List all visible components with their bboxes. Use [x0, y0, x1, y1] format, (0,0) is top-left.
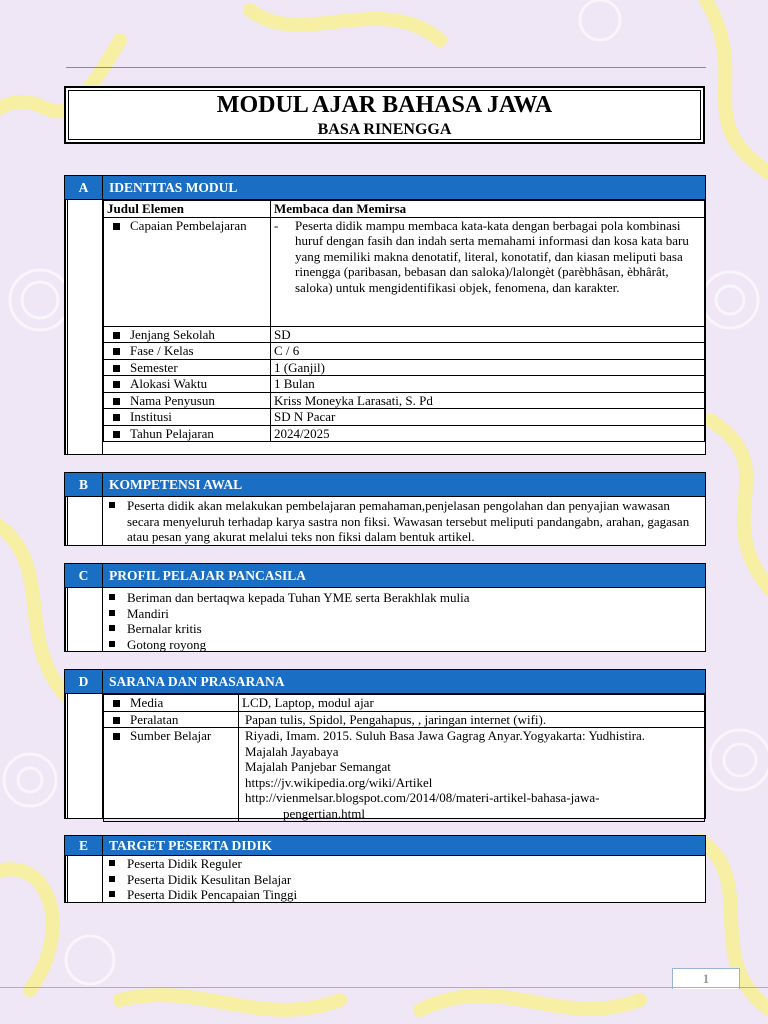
section-gutter: [65, 694, 103, 818]
section-title: TARGET PESERTA DIDIK: [109, 837, 273, 853]
section-header: [65, 564, 705, 588]
section-gutter: [65, 497, 103, 545]
capaian-text-cell: [271, 217, 705, 326]
list-item: Mandiri: [103, 606, 705, 622]
bullet-icon: [113, 733, 120, 740]
footer-rule: [0, 987, 768, 988]
table-row-value: SD N Pacar: [271, 409, 705, 426]
table-row-value: LCD, Laptop, modul ajar: [239, 695, 705, 712]
element-header-value: Membaca dan Memirsa: [271, 201, 705, 218]
table-row-label: Alokasi Waktu: [104, 376, 271, 393]
table-row-label: Nama Penyusun: [104, 392, 271, 409]
sarana-table: [103, 694, 705, 822]
identity-table: [103, 200, 705, 442]
reference-link[interactable]: http://vienmelsar.blogspot.com/2014/08/materi-artikel-bahasa-jawa-: [245, 790, 600, 805]
capaian-text: Peserta didik mampu membaca kata-kata dengan berbagai pola kombinasi huruf dengan fasih dan indah serta memahami informasi dan kosa kata baru yang memiliki makna denotatif, literal, konotatif, dan kiasan meliputi basa rinengga (paribasan, bebasan dan saloka)/lalongèt (parèbhâsan, èbhârât, saloka) untuk mengidentifikasi objek, fenomena, dan karakter.: [295, 217, 689, 295]
table-row-value: 2024/2025: [271, 425, 705, 442]
table-row-label: Media: [104, 695, 239, 712]
list-item: Bernalar kritis: [103, 621, 705, 637]
table-row-label: Institusi: [104, 409, 271, 426]
table-row-label: Jenjang Sekolah: [104, 326, 271, 343]
section-letter: C: [65, 564, 103, 587]
reference-line: Majalah Jayabaya: [245, 743, 339, 759]
dash-marker: -: [274, 217, 279, 233]
section-gutter: [65, 856, 103, 902]
bullet-icon: [113, 381, 120, 388]
table-row-label: Sumber Belajar: [104, 728, 239, 822]
table-row-label: Peralatan: [104, 711, 239, 728]
table-row-value: C / 6: [271, 343, 705, 360]
document-title: MODUL AJAR BAHASA JAWA: [216, 92, 553, 118]
table-row-label: Semester: [104, 359, 271, 376]
table-row-value: 1 (Ganjil): [271, 359, 705, 376]
list-item: Gotong royong: [103, 637, 705, 653]
list-item: Peserta Didik Reguler: [103, 856, 705, 872]
section-header: [65, 176, 705, 200]
table-row-value: SD: [271, 326, 705, 343]
section-letter: A: [65, 176, 103, 199]
section-title: IDENTITAS MODUL: [109, 179, 238, 195]
section-header: [65, 473, 705, 497]
bullet-icon: [113, 365, 120, 372]
title-box: [64, 86, 705, 144]
bullet-icon: [113, 431, 120, 438]
section-kompetensi-awal: [64, 472, 706, 546]
table-row-value: Papan tulis, Spidol, Pengahapus, , jaringan internet (wifi).: [239, 711, 705, 728]
document-subtitle: BASA RINENGGA: [317, 121, 452, 138]
bullet-icon: [113, 332, 120, 339]
section-letter: B: [65, 473, 103, 496]
sumber-belajar-cell: [239, 728, 705, 822]
bullet-icon: [113, 398, 120, 405]
reference-link-continuation[interactable]: pengertian.html: [283, 805, 365, 821]
section-title: KOMPETENSI AWAL: [109, 476, 243, 492]
table-row-label: Fase / Kelas: [104, 343, 271, 360]
section-sarana-prasarana: [64, 669, 706, 819]
bullet-icon: [113, 223, 120, 230]
section-gutter: [65, 200, 103, 454]
bullet-icon: [113, 700, 120, 707]
section-letter: D: [65, 670, 103, 693]
header-rule: [66, 67, 706, 68]
list-item: Peserta Didik Kesulitan Belajar: [103, 872, 705, 888]
bullet-icon: [113, 414, 120, 421]
page-number: 1: [672, 968, 740, 989]
section-profil-pelajar: [64, 563, 706, 652]
list-item: Beriman dan bertaqwa kepada Tuhan YME serta Berakhlak mulia: [103, 590, 705, 606]
bullet-icon: [113, 717, 120, 724]
reference-link[interactable]: https://jv.wikipedia.org/wiki/Artikel: [245, 774, 433, 790]
bullet-icon: [113, 348, 120, 355]
section-target-peserta: [64, 835, 706, 903]
table-row-label: Tahun Pelajaran: [104, 425, 271, 442]
section-title: PROFIL PELAJAR PANCASILA: [109, 567, 307, 583]
section-header: [65, 670, 705, 694]
section-title: SARANA DAN PRASARANA: [109, 673, 285, 689]
section-header: [65, 836, 705, 856]
list-item: Peserta didik akan melakukan pembelajaran pemahaman,penjelasan pengolahan dan penyajian wawasan secara menyeluruh terhadap karya sastra non fiksi. Wawasan tersebut meliputi pandangabn, arahan, gagasan atau pesan yang akurat melalui teks non fiksi dalam bentuk artikel.: [103, 498, 705, 545]
table-row-label: Capaian Pembelajaran: [104, 217, 271, 326]
list-item: Peserta Didik Pencapaian Tinggi: [103, 887, 705, 903]
section-identitas-modul: [64, 175, 706, 455]
element-header-label: Judul Elemen: [104, 201, 271, 218]
section-gutter: [65, 588, 103, 651]
table-row-value: Kriss Moneyka Larasati, S. Pd: [271, 392, 705, 409]
section-letter: E: [65, 836, 103, 855]
reference-line: Majalah Panjebar Semangat: [245, 759, 391, 774]
reference-line: Riyadi, Imam. 2015. Suluh Basa Jawa Gagrag Anyar.Yogyakarta: Yudhistira.: [245, 728, 646, 743]
table-row-value: 1 Bulan: [271, 376, 705, 393]
